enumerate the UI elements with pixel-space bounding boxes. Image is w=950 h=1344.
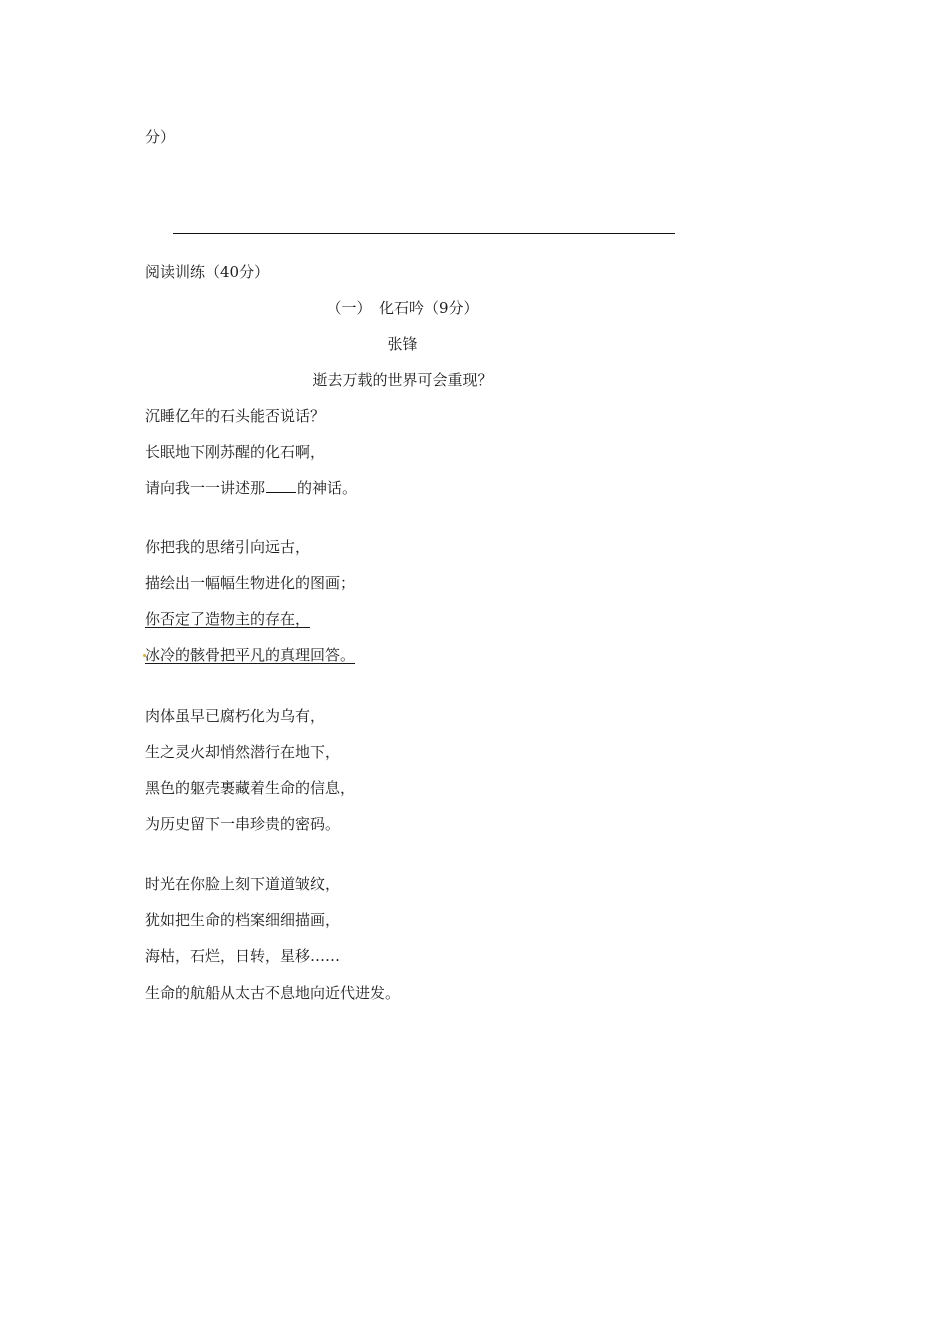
poem-line: 描绘出一幅幅生物进化的图画； [145,574,356,592]
poem-line: 犹如把生命的档案细细描画， [145,911,341,929]
underlined-poem-line: 冰冷的骸骨把平凡的真理回答。 [145,646,356,664]
poem-line-before-blank: 请向我一一讲述那 [145,479,266,497]
section-heading: 阅读训练（40分） [145,263,270,281]
poem-author: 张锋 [387,335,418,353]
underlined-poem-line: 你否定了造物主的存在， [145,610,311,628]
previous-question-fragment: 分） [145,128,176,146]
poem-line: 你把我的思绪引向远古， [145,538,311,556]
poem-line: 生之灵火却悄然潜行在地下， [145,743,341,761]
poem-line-after-blank: 的神话。 [297,479,358,497]
answer-line [173,233,675,234]
poem-line: 生命的航船从太古不息地向近代进发。 [145,984,401,1002]
poem-line: 时光在你脸上刻下道道皱纹， [145,875,341,893]
poem-line: 长眠地下刚苏醒的化石啊， [145,443,326,461]
poem-line: 海枯，石烂，日转，星移…… [145,947,341,965]
poem-line: 逝去万载的世界可会重现？ [312,371,493,389]
poem-line: 沉睡亿年的石头能否说话？ [145,407,326,425]
poem-line-with-blank [145,478,357,498]
poem-line: 为历史留下一串珍贵的密码。 [145,815,341,833]
poem-title: （一） 化石吟（9分） [326,299,479,317]
fill-in-blank [266,478,296,493]
poem-line: 黑色的躯壳裹藏着生命的信息， [145,779,356,797]
poem-line: 肉体虽早已腐朽化为乌有， [145,707,326,725]
